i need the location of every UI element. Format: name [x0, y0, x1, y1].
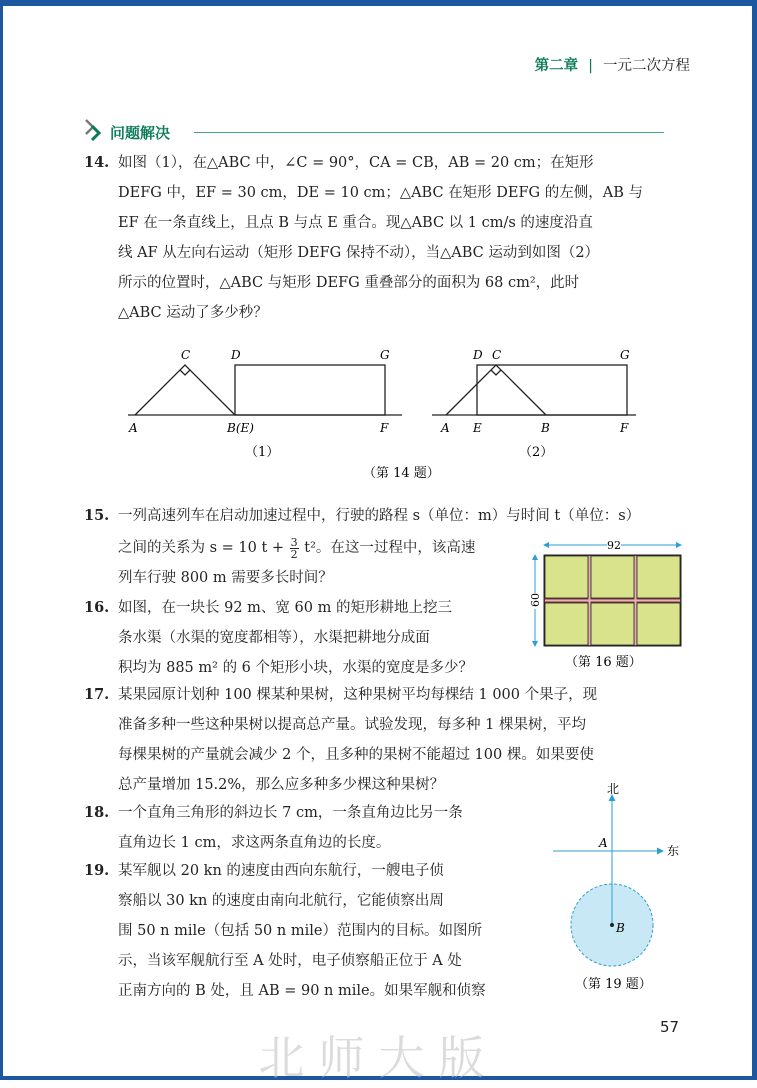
q14-caption: （第 14 题）: [363, 466, 440, 481]
frame-left-bar: [0, 0, 3, 1080]
chevron-right-icon: [82, 116, 106, 144]
q16-caption: （第 16 题）: [565, 655, 642, 670]
fig1-label-c: C: [181, 348, 191, 362]
q14-figure-1: [128, 365, 402, 415]
q15-line-2-pre: 之间的关系为 s = 10 t +: [118, 540, 289, 556]
q16-line-2: 条水渠（水渠的宽度都相等），水渠把耕地分成面: [118, 630, 430, 646]
watermark: 北师大版: [258, 1031, 499, 1085]
fig2-label-g: G: [620, 348, 630, 362]
q18-number: 18.: [84, 804, 110, 821]
fig2-caption: （2）: [519, 445, 554, 460]
fig2-label-d: D: [473, 348, 483, 362]
chapter-title: 一元二次方程: [603, 58, 690, 74]
fig1-label-g: G: [380, 348, 390, 362]
point-b-dot: [610, 923, 614, 927]
q14-line-4: 线 AF 从左向右运动（矩形 DEFG 保持不动），当△ABC 运动到如图（2）: [118, 245, 600, 261]
q16-line-1: 如图，在一块长 92 m、宽 60 m 的矩形耕地上挖三: [118, 600, 452, 616]
q16-figure: [525, 535, 685, 670]
q14-number: 14.: [84, 154, 110, 171]
q15-frac-den: 2: [290, 547, 298, 561]
q14-figure-2: [432, 365, 636, 415]
north-label: 北: [607, 782, 620, 796]
header-separator: |: [588, 58, 593, 74]
q15-fraction: [290, 537, 299, 560]
section-heading: [82, 122, 662, 142]
fig2-label-e: E: [473, 421, 482, 435]
frame-top-bar: [0, 0, 757, 6]
fig2-label-f: F: [620, 421, 629, 435]
q15-line-1: 一列高速列车在启动加速过程中，行驶的路程 s（单位：m）与时间 t（单位：s）: [118, 508, 641, 524]
q17-number: 17.: [84, 686, 110, 703]
q17-line-2: 准备多种一些这种果树以提高总产量。试验发现，每多种 1 棵果树，平均: [118, 717, 586, 733]
q19-line-1: 某军舰以 20 kn 的速度由西向东航行，一艘电子侦: [118, 863, 444, 879]
section-rule: [194, 132, 664, 133]
section-title: 问题解决: [110, 124, 171, 142]
q17-line-1: 某果园原计划种 100 棵某种果树，这种果树平均每棵结 1 000 个果子，现: [118, 687, 598, 703]
fig2-label-c: C: [492, 348, 502, 362]
q16-number: 16.: [84, 599, 110, 616]
frame-right-bar: [752, 0, 757, 1080]
q14-figures: [0, 340, 757, 490]
q19-line-5: 正南方向的 B 处，且 AB = 90 n mile。如果军舰和侦察: [118, 983, 486, 999]
page-number: 57: [660, 1018, 680, 1036]
point-b-label: B: [616, 921, 625, 935]
fig1-label-be: B(E): [227, 421, 254, 435]
q18-line-2: 直角边长 1 cm，求这两条直角边的长度。: [118, 835, 391, 851]
q15-line-2: [118, 533, 475, 563]
q19-figure: [545, 775, 710, 1000]
q18-line-1: 一个直角三角形的斜边长 7 cm，一条直角边比另一条: [118, 805, 463, 821]
q17-line-4: 总产量增加 15.2%，那么应多种多少棵这种果树？: [118, 777, 445, 793]
fig2-label-b: B: [541, 421, 550, 435]
q15-line-3: 列车行驶 800 m 需要多长时间？: [118, 570, 333, 586]
q14-line-5: 所示的位置时，△ABC 与矩形 DEFG 重叠部分的面积为 68 cm²，此时: [118, 275, 580, 291]
q14-line-3: EF 在一条直线上，且点 B 与点 E 重合。现△ABC 以 1 cm/s 的速度沿直: [118, 215, 593, 231]
running-header: [0, 54, 690, 75]
fig1-label-a: A: [129, 421, 138, 435]
fig1-label-f: F: [380, 421, 389, 435]
q14-line-1: 如图（1），在△ABC 中，∠C = 90°，CA = CB，AB = 20 cm；在矩形: [118, 155, 594, 171]
q14-line-6: △ABC 运动了多少秒？: [118, 305, 268, 321]
fig1-label-d: D: [231, 348, 241, 362]
east-label: 东: [667, 844, 680, 858]
q16-line-3: 积均为 885 m² 的 6 个矩形小块，水渠的宽度是多少？: [118, 660, 474, 676]
q15-number: 15.: [84, 507, 110, 524]
q14-line-2: DEFG 中，EF = 30 cm，DE = 10 cm；△ABC 在矩形 DEFG 的左侧，AB 与: [118, 185, 643, 201]
q16-height-label: 60: [529, 593, 542, 607]
q16-width-label: 92: [607, 539, 621, 552]
q15-frac-num: 3: [290, 535, 298, 549]
q19-number: 19.: [84, 862, 110, 879]
point-a-label: A: [599, 836, 608, 850]
q17-line-3: 每棵果树的产量就会减少 2 个，且多种的果树不能超过 100 棵。如果要使: [118, 747, 594, 763]
fig1-caption: （1）: [245, 445, 280, 460]
q19-line-2: 察船以 30 kn 的速度由南向北航行，它能侦察出周: [118, 893, 444, 909]
q19-line-3: 围 50 n mile（包括 50 n mile）范围内的目标。如图所: [118, 923, 482, 939]
q15-line-2-post: t²。在这一过程中，该高速: [299, 540, 476, 556]
q19-caption: （第 19 题）: [575, 977, 652, 992]
fig2-label-a: A: [441, 421, 450, 435]
q19-line-4: 示，当该军舰航行至 A 处时，电子侦察船正位于 A 处: [118, 953, 462, 969]
chapter-label: 第二章: [534, 58, 579, 74]
